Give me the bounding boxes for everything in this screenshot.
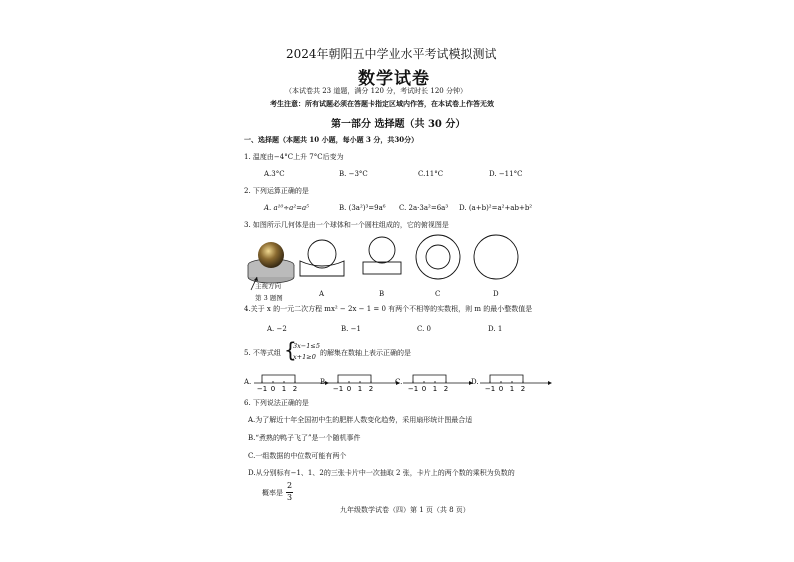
- q1-option-c: C.11°C: [418, 170, 444, 178]
- numberline-tick-label: 2: [443, 385, 449, 393]
- q3-option-d-shape: [471, 234, 521, 284]
- q6-stem: 6. 下列说法正确的是: [244, 399, 309, 407]
- q4-option-a: A. −2: [267, 325, 287, 333]
- q4-option-c: C. 0: [417, 325, 432, 333]
- numberline-tick-label: 1: [509, 385, 515, 393]
- q5-option-a-numberline: [254, 369, 329, 393]
- q4-stem: 4.关于 x 的一元二次方程 mx² − 2x − 1 = 0 有两个不相等的实数根，则 m 的最小整数值是: [244, 305, 533, 313]
- q2-option-c: C. 2a·3a²=6a³: [399, 204, 449, 212]
- q5-option-c-numberline: [403, 369, 473, 393]
- section1-title: 一、选择题（本题共 10 小题，每小题 3 分，共30分）: [244, 135, 419, 144]
- q3-option-b-label: B: [379, 290, 385, 298]
- q2-stem: 2. 下列运算正确的是: [244, 187, 309, 195]
- q5-system-line2: x+1≥0: [293, 353, 316, 361]
- solution-interval-bracket: [338, 375, 371, 383]
- numberline-tick-label: −1: [407, 385, 419, 393]
- q2-option-b: B. (3a²)³=9a⁶: [339, 204, 386, 212]
- q5-stem-post: 的解集在数轴上表示正确的是: [320, 349, 411, 357]
- q5-system-line1: 3x−1≤5: [293, 342, 320, 350]
- numberline-tick-label: 0: [270, 385, 276, 393]
- exam-info: （本试卷共 23 道题，满分 120 分，考试时长 120 分钟）: [285, 87, 467, 95]
- solution-interval-bracket: [490, 375, 523, 383]
- q1-option-b: B. −3°C: [339, 170, 368, 178]
- q4-option-d: D. 1: [488, 325, 503, 333]
- subject-title: 数学试卷: [358, 69, 430, 89]
- solution-interval-bracket: [262, 375, 295, 383]
- q6-fraction-denominator: 3: [287, 493, 293, 502]
- q3-option-d-label: D: [493, 290, 499, 298]
- q1-option-a: A.3°C: [264, 170, 285, 178]
- numberline-tick-label: 2: [292, 385, 298, 393]
- page-footer: 九年级数学试卷（四）第 1 页（共 8 页）: [340, 506, 470, 514]
- numberline-tick-label: 0: [498, 385, 504, 393]
- q6-option-b: B.“煮熟的鸭子飞了”是一个随机事件: [248, 434, 361, 442]
- q6-option-c: C.一组数据的中位数可能有两个: [248, 452, 347, 460]
- exam-notice: 考生注意：所有试题必须在答题卡指定区域内作答，在本试卷上作答无效: [270, 99, 494, 108]
- q4-option-b: B. −1: [341, 325, 361, 333]
- q3-figure-caption: 第 3 题图: [255, 294, 283, 302]
- q6-option-a: A.为了解近十年全国初中生的肥胖人数变化趋势，采用扇形统计图最合适: [248, 416, 473, 424]
- q3-view-direction-label: 主视方向: [255, 282, 281, 290]
- numberline-tick-label: −1: [256, 385, 268, 393]
- q5-option-b-label: B.: [320, 378, 328, 386]
- numberline-tick-label: 2: [368, 385, 374, 393]
- q3-option-b-shape: [357, 235, 407, 280]
- numberline-tick-label: −1: [332, 385, 344, 393]
- solution-interval-bracket: [413, 375, 446, 383]
- q5-option-b-numberline: [328, 369, 403, 393]
- q6-option-d: D.从分别标有−1、1、2的三张卡片中一次抽取 2 张，卡片上的两个数的乘积为负数的: [248, 469, 515, 477]
- q3-option-c-label: C: [435, 290, 441, 298]
- exam-title: 2024年朝阳五中学业水平考试模拟测试: [286, 47, 497, 61]
- q3-option-a-shape: [297, 237, 347, 282]
- q6-option-d-cont: 概率是: [262, 489, 283, 497]
- q3-stem: 3. 如图所示几何体是由一个球体和一个圆柱组成的，它的俯视图是: [244, 221, 449, 229]
- q5-option-d-label: D.: [471, 378, 479, 386]
- q5-option-a-label: A.: [244, 378, 252, 386]
- numberline-tick-label: 0: [421, 385, 427, 393]
- q1-stem: 1. 温度由−4°C上升 7°C后变为: [244, 153, 344, 161]
- q2-option-a: A. a¹⁰÷a²=a⁵: [264, 204, 309, 212]
- numberline-tick-label: 1: [432, 385, 438, 393]
- q5-option-d-numberline: [480, 369, 552, 393]
- numberline-tick-label: −1: [484, 385, 496, 393]
- numberline-tick-label: 1: [357, 385, 363, 393]
- q3-option-c-shape: [413, 234, 463, 284]
- q5-stem-pre: 5. 不等式组: [244, 349, 281, 357]
- q1-option-d: D. −11°C: [489, 170, 523, 178]
- q3-option-a-label: A: [319, 290, 325, 298]
- numberline-tick-label: 0: [346, 385, 352, 393]
- part1-title: 第一部分 选择题（共 30 分）: [331, 119, 466, 130]
- numberline-tick-label: 1: [281, 385, 287, 393]
- q2-option-d: D. (a+b)²=a²+ab+b²: [459, 204, 533, 212]
- q6-fraction-numerator: 2: [287, 481, 293, 490]
- sphere: [258, 242, 284, 268]
- q5-system-brace: {: [284, 338, 297, 362]
- numberline-tick-label: 2: [520, 385, 526, 393]
- q5-option-c-label: C.: [395, 378, 403, 386]
- numberline-arrow: [548, 381, 552, 385]
